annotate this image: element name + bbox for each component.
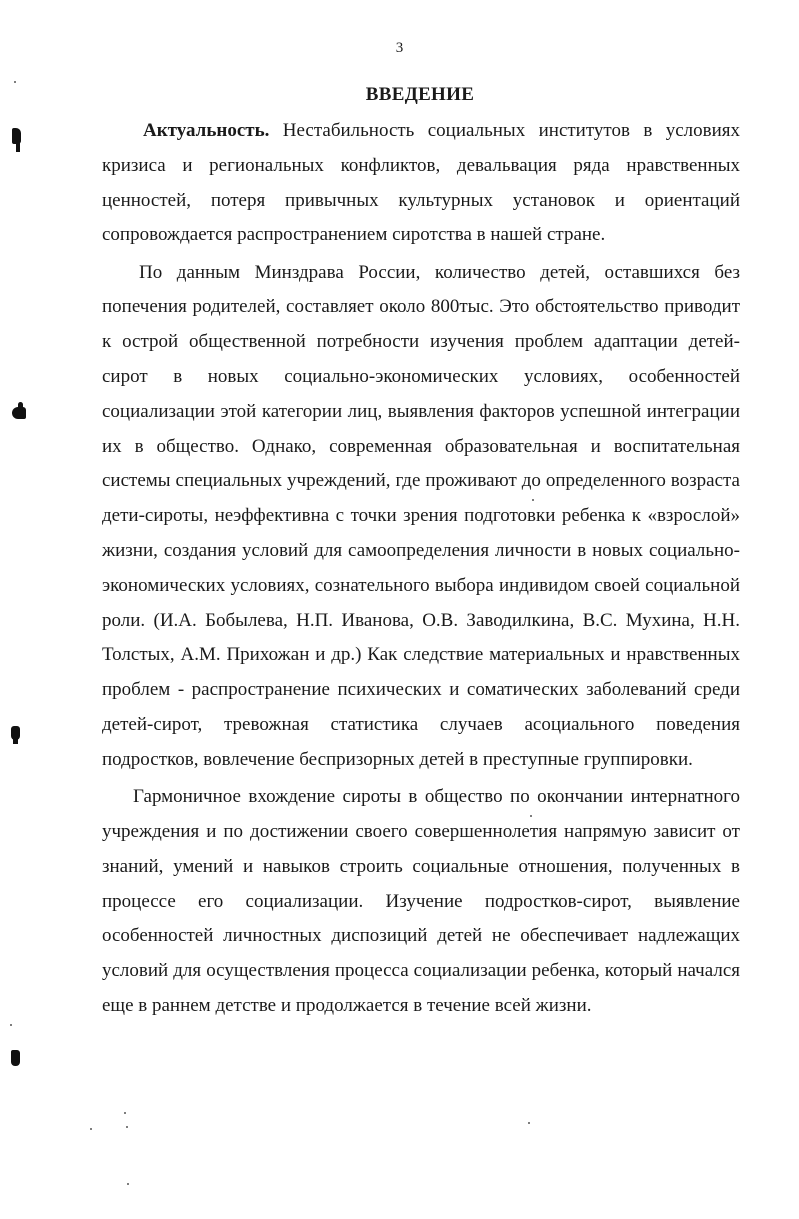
paragraph-socialization: Гармоничное вхождение сироты в общество по окончании интернатного учреждения и по достижении своего совершеннолетия напрямую зависит от знаний, умений и навыков строить социальные отношения, полученных в процессе его социализации. Изучение подростков-сирот, выявление особенностей личностных диспозиций детей не обеспечивает надлежащих условий для осуществления процесса социализации ребенка, который начался еще в раннем детстве и продолжается в течение всей жизни. (102, 786, 740, 1016)
paragraph-relevance (102, 114, 740, 253)
scan-speck (528, 1122, 530, 1124)
paragraph-lead: Актуальность. (143, 120, 270, 141)
scan-speck (127, 1183, 129, 1185)
scan-speck (530, 815, 532, 817)
scan-mark (18, 402, 23, 410)
scan-speck (532, 499, 534, 501)
page-number: 3 (395, 40, 404, 56)
scan-speck (10, 1024, 12, 1026)
scan-speck (14, 81, 16, 83)
scan-mark (13, 738, 18, 744)
paragraph-text: Нестабильность социальных институтов в условиях кризиса и региональных конфликтов, девальвация ряда нравственных ценностей, потеря привычных культурных установок и ориентаций сопровождается распространением сиротства в нашей стране. (102, 120, 740, 246)
scan-mark (11, 1050, 20, 1066)
body-text (102, 114, 740, 1026)
scan-speck (90, 1128, 92, 1130)
scan-speck (124, 1112, 126, 1114)
scan-mark (16, 140, 20, 152)
paragraph-statistics: По данным Минздрава России, количество детей, оставшихся без попечения родителей, составляет около 800тыс. Это обстоятельство приводит к острой общественной потребности изучения проблем адаптации детей-сирот в новых социально-экономических условиях, особенностей социализации этой категории лиц, выявления факторов успешной интеграции их в общество. Однако, современная образовательная и воспитательная системы специальных учреждений, где проживают до определенного возраста дети-сироты, неэффективна с точки зрения подготовки ребенка к «взрослой» жизни, создания условий для самоопределения личности в новых социально-экономических условиях, сознательного выбора индивидом своей социальной роли. (И.А. Бобылева, Н.П. Иванова, О.В. Заводилкина, В.С. Мухина, Н.Н. Толстых, А.М. Прихожан и др.) Как следствие материальных и нравственных проблем - распространение психических и соматических заболеваний среди детей-сирот, тревожная статистика случаев асоциального поведения подростков, вовлечение беспризорных детей в преступные группировки. (102, 261, 740, 770)
section-heading: ВВЕДЕНИЕ (365, 84, 475, 105)
scan-speck (126, 1126, 128, 1128)
